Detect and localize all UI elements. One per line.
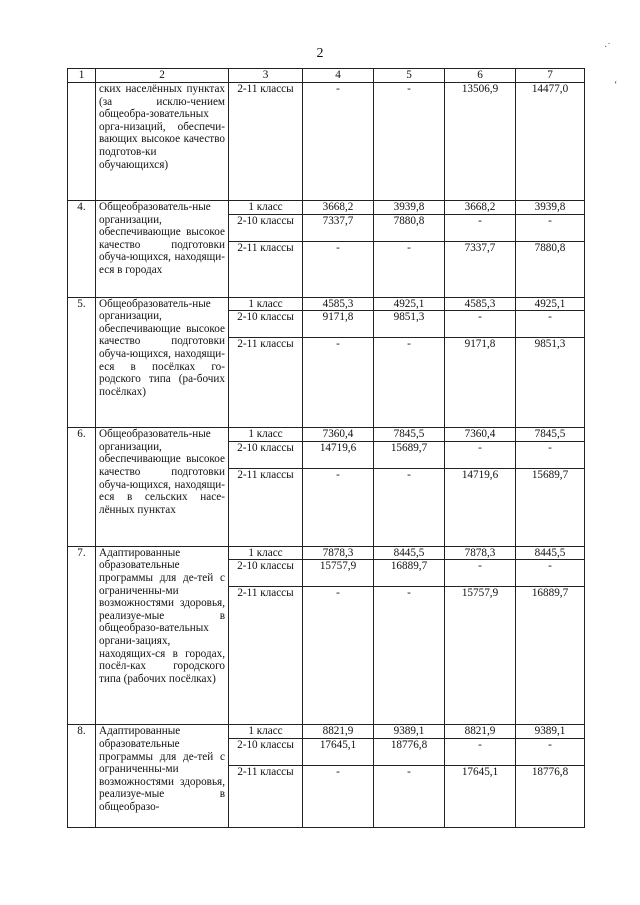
table-row [68,428,585,442]
header-cell: 1 [68,69,96,83]
continuation-row [68,83,585,201]
value-cell: 17645,1 [303,738,374,765]
value-cell: - [445,214,516,241]
row-name-cell: ских населённых пунктах (за исклю-чением общеобра-зовательных орга-низаций, обеспечи-вающих высокое качество подготов-ки обучающихся) [96,83,229,201]
table-row [68,201,585,215]
row-number-cell: 5. [68,297,96,428]
value-cell: - [445,738,516,765]
value-cell: 15757,9 [303,560,374,587]
class-cell: 2-11 классы [229,83,303,201]
value-cell: 9389,1 [516,725,585,739]
value-cell: 7878,3 [445,546,516,560]
value-cell: 4585,3 [303,297,374,311]
value-cell: - [374,338,445,428]
value-cell: - [445,311,516,338]
scan-speck: ·˙ [604,42,611,53]
value-cell: 7845,5 [374,428,445,442]
class-cell: 2-10 классы [229,214,303,241]
value-cell: 4925,1 [516,297,585,311]
row-name-cell: Общеобразователь-ные организации, обеспечивающие высокое качество подготовки обуча-ющихся, находящи-еся в посёлках го-родского типа (ра-бочих посёлках) [96,297,229,428]
row-name-cell: Адаптированные образовательные программы для де-тей с ограниченны-ми возможностями здоровья, реализуе-мые в общеобразо-вательных органи-зациях, находящих-ся в городах, посёл-ках городского типа (рабочих посёлках) [96,546,229,725]
class-cell: 2-11 классы [229,241,303,297]
class-cell: 2-10 классы [229,311,303,338]
value-cell: 15757,9 [445,587,516,725]
value-cell: 17645,1 [445,765,516,827]
value-cell: 9851,3 [374,311,445,338]
header-row [68,69,585,83]
value-cell: 3939,8 [374,201,445,215]
value-cell: 14477,0 [516,83,585,201]
class-cell: 1 класс [229,297,303,311]
value-cell: - [374,241,445,297]
value-cell: 7360,4 [303,428,374,442]
value-cell: 9389,1 [374,725,445,739]
class-cell: 2-11 классы [229,587,303,725]
value-cell: 7878,3 [303,546,374,560]
document-table [67,68,585,828]
row-number-cell: 4. [68,201,96,298]
value-cell: 16889,7 [516,587,585,725]
row-number-cell: 7. [68,546,96,725]
class-cell: 1 класс [229,546,303,560]
class-cell: 2-11 классы [229,765,303,827]
class-cell: 2-11 классы [229,338,303,428]
value-cell: - [374,468,445,546]
table-row [68,297,585,311]
value-cell: - [516,441,585,468]
value-cell: 8445,5 [516,546,585,560]
value-cell: 3668,2 [445,201,516,215]
value-cell: 3668,2 [303,201,374,215]
value-cell: 7337,7 [303,214,374,241]
scan-speck: ‘ [614,80,618,91]
value-cell: 8445,5 [374,546,445,560]
row-name-cell: Адаптированные образовательные программы для де-тей с ограниченны-ми возможностями здоровья, реализуе-мые в общеобразо- [96,725,229,828]
row-name-cell: Общеобразователь-ные организации, обеспечивающие высокое качество подготовки обуча-ющихся, находящи-еся в сельских насе-лённых пунктах [96,428,229,547]
value-cell: 7880,8 [516,241,585,297]
class-cell: 2-10 классы [229,560,303,587]
class-cell: 1 класс [229,428,303,442]
value-cell: 9171,8 [445,338,516,428]
value-cell: - [374,765,445,827]
header-cell: 7 [516,69,585,83]
row-number-cell [68,83,96,201]
table-row [68,725,585,739]
value-cell: - [303,765,374,827]
value-cell: 16889,7 [374,560,445,587]
value-cell: - [445,560,516,587]
value-cell: 14719,6 [445,468,516,546]
value-cell: - [516,311,585,338]
value-cell: 18776,8 [374,738,445,765]
header-cell: 6 [445,69,516,83]
value-cell: - [445,441,516,468]
value-cell: 15689,7 [374,441,445,468]
header-cell: 5 [374,69,445,83]
header-cell: 3 [229,69,303,83]
value-cell: 18776,8 [516,765,585,827]
page-number: 2 [316,46,324,61]
value-cell: 7337,7 [445,241,516,297]
value-cell: 13506,9 [445,83,516,201]
row-number-cell: 8. [68,725,96,828]
value-cell: - [374,83,445,201]
row-number-cell: 6. [68,428,96,547]
value-cell: - [516,214,585,241]
row-name-cell: Общеобразователь-ные организации, обеспечивающие высокое качество подготовки обуча-ющихся, находящи-еся в городах [96,201,229,298]
value-cell: 4925,1 [374,297,445,311]
class-cell: 1 класс [229,201,303,215]
value-cell: - [303,241,374,297]
value-cell: - [303,468,374,546]
class-cell: 2-10 классы [229,441,303,468]
value-cell: 3939,8 [516,201,585,215]
value-cell: - [516,560,585,587]
value-cell: 14719,6 [303,441,374,468]
table-row [68,546,585,560]
value-cell: 7880,8 [374,214,445,241]
class-cell: 2-10 классы [229,738,303,765]
value-cell: 8821,9 [303,725,374,739]
value-cell: 8821,9 [445,725,516,739]
header-cell: 2 [96,69,229,83]
value-cell: - [303,587,374,725]
class-cell: 2-11 классы [229,468,303,546]
value-cell: - [374,587,445,725]
value-cell: 15689,7 [516,468,585,546]
value-cell: 7845,5 [516,428,585,442]
class-cell: 1 класс [229,725,303,739]
value-cell: 7360,4 [445,428,516,442]
value-cell: - [516,738,585,765]
header-cell: 4 [303,69,374,83]
value-cell: 9851,3 [516,338,585,428]
value-cell: - [303,338,374,428]
value-cell: 9171,8 [303,311,374,338]
value-cell: 4585,3 [445,297,516,311]
value-cell: - [303,83,374,201]
